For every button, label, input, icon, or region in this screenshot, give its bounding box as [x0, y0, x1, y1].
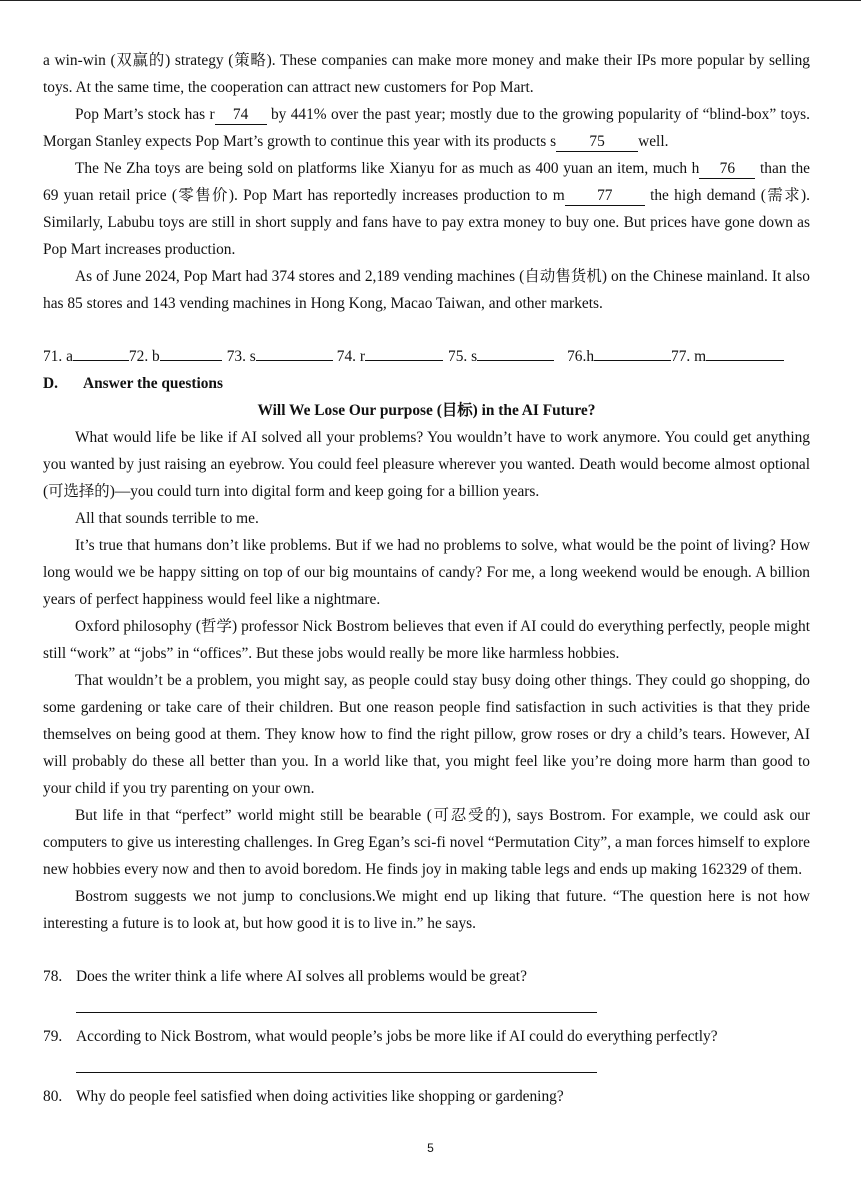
answer-blanks-row	[43, 343, 810, 370]
inline-blank-76: 76	[699, 160, 755, 179]
passage-d-paragraph-3: It’s true that humans don’t like problems. But if we had no problems to solve, what would be the point of living? How long would we be happy sitting on top of our big mountains of candy? For me, a long weekend would be enough. A billion years of perfect happiness would feel like a nightmare.	[43, 537, 810, 608]
passage-d-paragraph-4: Oxford philosophy (哲学) professor Nick Bostrom believes that even if AI could do everything perfectly, people might still “work” at “jobs” in “offices”. But these jobs would really be more like harmless hobbies.	[43, 618, 810, 662]
question-80: 80. Why do people feel satisfied when doing activities like shopping or gardening?	[43, 1088, 564, 1105]
top-rule	[0, 0, 861, 1]
answer-line-79[interactable]	[76, 1050, 597, 1073]
blank-71[interactable]: 71. a	[43, 343, 129, 370]
blank-72[interactable]: 72. b	[129, 343, 227, 370]
passage-c-paragraph-3: The Ne Zha toys are being sold on platforms like Xianyu for as much as 400 yuan an item, much h 76 than the 69 yuan retail price (零售价). Pop Mart has reportedly increases production to m 77 the high demand (需求). Similarly, Labubu toys are still in short supply and fans have to pay extra money to buy one. But prices have gone down as Pop Mart increases production.	[43, 160, 810, 258]
passage-d-paragraph-1: What would life be like if AI solved all your problems? You wouldn’t have to work anymore. You could get anything you wanted by just raising an eyebrow. You could feel pleasure wherever you wanted. Death would become almost optional (可选择的)—you could turn into digital form and keep going for a billion years.	[43, 429, 810, 500]
passage-d-paragraph-2: All that sounds terrible to me.	[75, 510, 259, 527]
passage-c-paragraph-1: a win-win (双赢的) strategy (策略). These companies can make more money and make their IPs more popular by selling toys. At the same time, the cooperation can attract new customers for Pop Mart.	[43, 52, 810, 96]
worksheet-page	[43, 47, 810, 1110]
inline-blank-75: 75	[556, 133, 638, 152]
passage-c-paragraph-2: Pop Mart’s stock has r 74 by 441% over the past year; mostly due to the growing popularity of “blind-box” toys. Morgan Stanley expects Pop Mart’s growth to continue this year with its products s 75 well.	[43, 106, 810, 150]
blank-75[interactable]: 75. s	[448, 343, 567, 370]
page-number: 5	[427, 1141, 434, 1155]
question-79: 79. According to Nick Bostrom, what would people’s jobs be more like if AI could do everything perfectly?	[43, 1028, 718, 1045]
passage-c-paragraph-4: As of June 2024, Pop Mart had 374 stores and 2,189 vending machines (自动售货机) on the Chinese mainland. It also has 85 stores and 143 vending machines in Hong Kong, Macao Taiwan, and other markets.	[43, 268, 810, 312]
blank-77[interactable]: 77. m	[671, 343, 784, 370]
passage-title: Will We Lose Our purpose (目标) in the AI Future?	[257, 402, 596, 419]
passage-d-paragraph-6: But life in that “perfect” world might still be bearable (可忍受的), says Bostrom. For example, we could ask our computers to give us interesting challenges. In Greg Egan’s sci-fi novel “Permutation City”, a man forces himself to explore new hobbies every now and then to avoid boredom. He finds joy in making table legs and ends up making 162329 of them.	[43, 807, 810, 878]
inline-blank-77: 77	[565, 187, 645, 206]
inline-blank-74: 74	[215, 106, 267, 125]
answer-line-78[interactable]	[76, 990, 597, 1013]
passage-d-paragraph-7: Bostrom suggests we not jump to conclusions.We might end up liking that future. “The question here is not how interesting a future is to look at, but how good it is to live in.” he says.	[43, 888, 810, 932]
blank-73[interactable]: 73. s	[227, 343, 337, 370]
section-d-heading: D. Answer the questions	[43, 375, 223, 392]
question-78: 78. Does the writer think a life where AI solves all problems would be great?	[43, 968, 527, 985]
blank-74[interactable]: 74. r	[337, 343, 448, 370]
passage-d-paragraph-5: That wouldn’t be a problem, you might say, as people could stay busy doing other things. They could go shopping, do some gardening or take care of their children. But one reason people find satisfaction in such activities is that they pride themselves on being good at them. They know how to find the right pillow, grow roses or dry a child’s tears. However, AI will probably do these all better than you. In a world like that, you might feel like you’re doing more harm than good to your child if you try parenting on your own.	[43, 672, 810, 797]
blank-76[interactable]: 76.h	[567, 343, 671, 370]
